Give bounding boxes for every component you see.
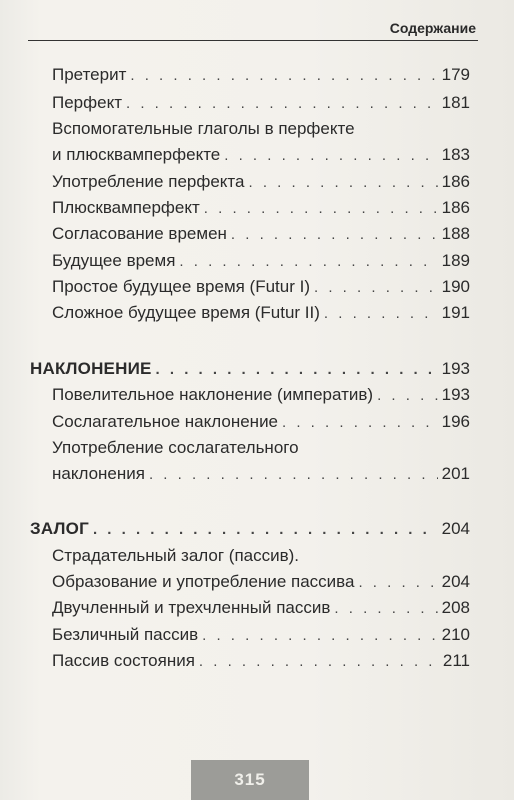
toc-entry-label: Будущее время: [52, 251, 176, 270]
toc-entry-page: 188: [441, 224, 470, 243]
toc-entry: [30, 409, 470, 435]
toc-entry-page: 191: [441, 303, 470, 322]
toc-entry: [30, 221, 470, 247]
toc-entry-label: Сложное будущее время (Futur II): [52, 303, 320, 322]
toc-entry-page: 181: [441, 93, 470, 112]
toc-section-heading: [30, 516, 470, 542]
toc-entry-label: Согласование времен: [52, 224, 227, 243]
toc-entry-label: Простое будущее время (Futur I): [52, 277, 311, 296]
toc-entry-page: 190: [441, 277, 470, 296]
toc-entry-label: Плюсквамперфект: [52, 198, 200, 217]
dot-leader: [204, 196, 438, 222]
toc-entry-page: 211: [442, 651, 470, 670]
toc-entry-label: Вспомогательные глаголы в перфекте: [52, 119, 355, 138]
dot-leader: [231, 222, 438, 248]
toc-section-heading: [30, 356, 470, 382]
dot-leader: [93, 517, 438, 543]
dot-leader: [126, 91, 438, 117]
toc-entry-page: 210: [441, 625, 470, 644]
dot-leader: [314, 275, 438, 301]
toc-entry-label: Двучленный и трехчленный пассив: [52, 598, 331, 617]
toc-entry-page: 201: [441, 464, 470, 483]
toc-entry-label: наклонения: [52, 464, 145, 483]
running-head-title: Содержание: [389, 20, 476, 36]
toc-entry-label: Употребление сослагательного: [52, 438, 299, 457]
dot-leader: [179, 249, 437, 275]
toc-entry: [30, 195, 470, 221]
toc-entry-label: Перфект: [52, 93, 122, 112]
dot-leader: [149, 462, 438, 488]
toc-entry: [30, 622, 470, 648]
page-number-tab: [191, 760, 309, 800]
toc-entry-label: и плюсквамперфекте: [52, 145, 221, 164]
toc-entry: [30, 169, 470, 195]
dot-leader: [130, 63, 437, 89]
toc-entry-label: Страдательный залог (пассив).: [52, 546, 300, 565]
page-number: 315: [234, 770, 266, 789]
toc-entry: [30, 90, 470, 116]
toc-entry-page: 196: [441, 412, 470, 431]
toc-entry-page: 179: [441, 65, 470, 84]
toc-entry: [30, 248, 470, 274]
toc-section-page: 193: [441, 359, 470, 378]
toc-entry: [30, 569, 470, 595]
toc-entry-page: 204: [441, 572, 470, 591]
dot-leader: [248, 170, 437, 196]
dot-leader: [324, 301, 438, 327]
toc-entry: [30, 382, 470, 408]
toc-entry-label: Пассив состояния: [52, 651, 195, 670]
toc-section-page: 204: [441, 519, 470, 538]
toc-entry-page: 208: [441, 598, 470, 617]
toc-entry: [30, 116, 470, 142]
toc-entry-page: 189: [441, 251, 470, 270]
toc-entry: [30, 648, 470, 674]
dot-leader: [282, 410, 438, 436]
toc-entry-page: 186: [441, 198, 470, 217]
toc-entry-page: 183: [441, 145, 470, 164]
toc-entry: [30, 300, 470, 326]
toc-entry-label: Повелительное наклонение (императив): [52, 385, 374, 404]
toc-entry: [30, 461, 470, 487]
toc-entry-label: Безличный пассив: [52, 625, 199, 644]
toc-entry-page: 186: [441, 172, 470, 191]
toc-entry-label: Образование и употребление пассива: [52, 572, 355, 591]
toc-entry: [30, 543, 470, 569]
toc-entry: [30, 435, 470, 461]
toc-entry-label: Сослагательное наклонение: [52, 412, 279, 431]
toc-entry: [30, 142, 470, 168]
toc-entry-label: Употребление перфекта: [52, 172, 245, 191]
dot-leader: [358, 570, 437, 596]
dot-leader: [224, 143, 437, 169]
toc-section-label: ЗАЛОГ: [30, 519, 89, 538]
dot-leader: [202, 623, 437, 649]
dot-leader: [199, 649, 439, 675]
toc-entry: [30, 274, 470, 300]
toc-entry: [30, 62, 470, 88]
dot-leader: [334, 596, 437, 622]
toc-entry-label: Претерит: [52, 65, 127, 84]
dot-leader: [377, 383, 438, 409]
toc-entry: [30, 595, 470, 621]
dot-leader: [156, 357, 438, 383]
running-head: [28, 14, 478, 41]
toc-entry-page: 193: [441, 385, 470, 404]
toc-section-label: НАКЛОНЕНИЕ: [30, 359, 152, 378]
